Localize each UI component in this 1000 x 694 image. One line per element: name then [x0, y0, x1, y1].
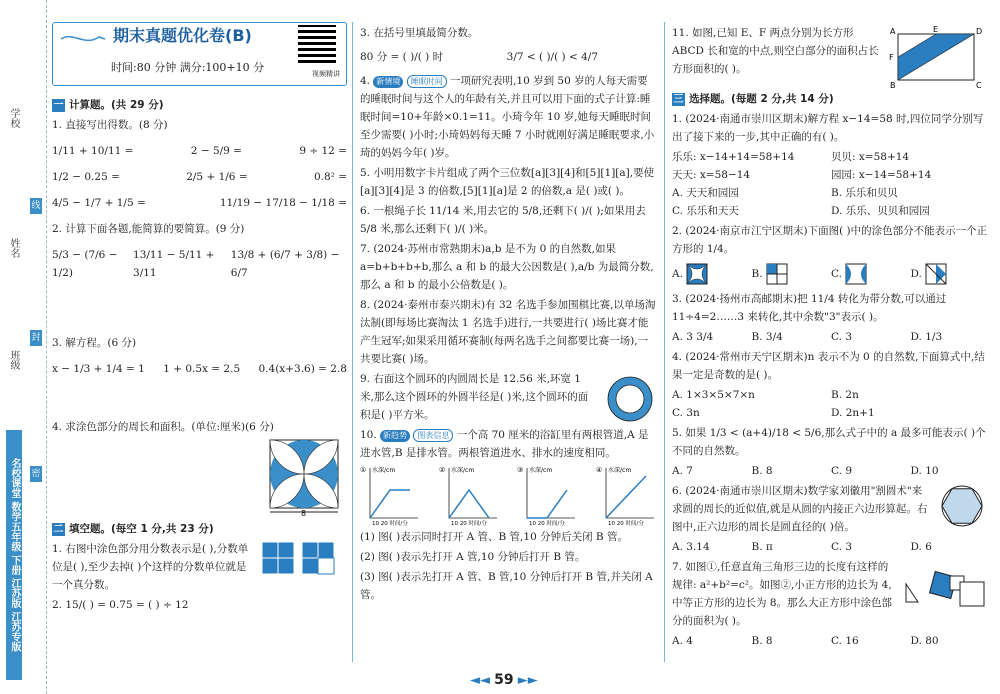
section-label: 选择题。(每题 2 分,共 14 分) [689, 93, 834, 105]
option[interactable]: C. 16 [831, 635, 859, 647]
seal-line-label: 封 [30, 330, 42, 346]
question: 8. (2024·泰州市泰兴期末)有 32 名选手参加围棋比赛,以单场淘汰制(即每场比赛淘汰 1 名选手)进行,一共要进行( )场比赛才能产生冠军;如果采用循环赛制(每两名选手之间都要比赛一场),一共要比赛( )场。 [360, 299, 656, 365]
fill-item: 3/7 < ( )/( ) < 4/7 [506, 51, 598, 63]
option[interactable]: B. π [751, 541, 773, 553]
point-label: F [889, 53, 894, 62]
options [672, 386, 990, 422]
calc-item: x − 1/3 + 1/4 = 1 [52, 363, 145, 375]
class-label: 班级 [8, 350, 19, 370]
question: 4. 求涂色部分的周长和面积。(单位:厘米)(6 分) [52, 421, 274, 433]
ring-figure [605, 374, 655, 424]
water-graphs [360, 464, 658, 526]
rectangle-figure [888, 24, 984, 90]
square-figure-b [766, 263, 788, 285]
section-3-header [672, 90, 990, 108]
option-a[interactable] [672, 263, 752, 285]
choice-line: 贝贝: x=58+14 [831, 151, 910, 163]
option[interactable]: C. 3 [831, 541, 853, 553]
option-letter: D. [910, 268, 922, 280]
question-block [52, 540, 347, 594]
calc-row [52, 168, 347, 186]
squares-figure [902, 562, 988, 618]
options [672, 632, 990, 650]
graph-line [449, 490, 489, 518]
question: 5. 小明用数字卡片组成了两个三位数[a][3][4]和[5][1][a],要使[a][3][4]是 3 的倍数,[5][1][a]是 2 的倍数,a 是( )或( )。 [360, 167, 655, 197]
option[interactable]: B. 8 [751, 465, 773, 477]
water-graph [517, 464, 579, 526]
option[interactable]: B. 8 [751, 635, 773, 647]
choice-line: 园园: x−14=58+14 [831, 169, 932, 181]
question: (2) 图( )表示先打开 A 管,10 分钟后打开 B 管。 [360, 551, 586, 563]
question-text: 一项研究表明,10 岁到 50 岁的人每天需要的睡眠时间与这个人的年龄有关,并且可以用下面的式子计算:睡眠时间=10+年龄×0.1=11。小琦今年 10 岁,她每天睡眠时间至少需要( )小时;小琦妈妈每天睡 7 小时就刚好满足睡眠要求,小琦的妈妈今年( )岁。 [360, 75, 655, 159]
option[interactable]: D. 乐乐、贝贝和园园 [831, 205, 930, 217]
option-letter: A. [672, 268, 683, 280]
water-graph [360, 464, 422, 526]
page-number [470, 672, 538, 688]
question: 1. (2024·南通市崇川区期末)解方程 x−14=58 时,四位同学分别写出了接下来的一步,其中正确的有( )。 [672, 113, 984, 143]
column-1 [52, 22, 347, 616]
choice-line: 乐乐: x−14+14=58+14 [672, 151, 795, 163]
point-label: B [890, 81, 896, 90]
option[interactable]: D. 1/3 [910, 331, 943, 343]
question: 3. (2024·扬州市高邮期末)把 11/4 转化为带分数,可以通过 11÷4=2……3 来转化,其中余数"3"表示( )。 [672, 293, 947, 323]
point-label: E [933, 25, 939, 34]
square-figure-d [925, 263, 947, 285]
figure-container [52, 438, 347, 516]
options [672, 184, 990, 220]
calc-row [52, 142, 347, 160]
question: 4. (2024·常州市天宁区期末)n 表示不为 0 的自然数,下面算式中,结果一定是奇数的是( )。 [672, 351, 985, 381]
graph-id: ③ [517, 466, 524, 474]
options [672, 260, 990, 288]
question: (3) 图( )表示先打开 A 管、B 管,10 分钟后打开 B 管,并关闭 A 管。 [360, 571, 653, 601]
fill-item: 80 分 = ( )/( ) 时 [360, 51, 444, 63]
column-2 [360, 22, 658, 606]
calc-item: 0.8² = [313, 171, 347, 183]
question: 6. (2024·南通市崇川区期末)数学家刘徽用"割圆术"来求圆的周长的近似值,就是从圆的内接正六边形算起。右图中,正六边形的周长是圆直径的( )倍。 [672, 485, 928, 533]
next-arrow-icon: ►► [517, 673, 538, 688]
question-4: 4. 新情境 睡眠时间 一项研究表明,10 岁到 50 岁的人每天需要的睡眠时间与这个人的年龄有关,并且可以用下面的式子计算:睡眠时间=10+年龄×0.1=11。小琦今年 10 岁,她每天睡眠时间至少需要( )小时;小琦妈妈每天睡 7 小时就刚好满足睡眠要求,小琦的妈妈今年( )岁。 [360, 75, 655, 159]
option[interactable]: B. 2n [831, 389, 859, 401]
shaded-circle-figure [268, 438, 348, 516]
graph-line [606, 476, 646, 518]
option-b[interactable] [752, 263, 832, 285]
column-divider [664, 22, 665, 662]
graph-x-label: 10 20 时间/分 [607, 521, 644, 526]
fraction-grid-figure [262, 542, 342, 576]
question: 6. 一根绳子长 11/14 米,用去它的 5/8,还剩下( )/( );如果用去 5/8 米,那么还剩下( )/( )米。 [360, 205, 646, 235]
options [672, 328, 990, 346]
calc-item: 1/11 + 10/11 = [52, 145, 134, 157]
option[interactable]: A. 天天和园园 [672, 187, 739, 199]
section-number: 三 [673, 93, 684, 105]
calc-item: 13/11 − 5/11 + 3/11 [133, 249, 215, 279]
name-label: 姓名 [8, 238, 19, 258]
graph-y-label: 水深/cm [529, 467, 553, 474]
qr-label: 视频精讲 [312, 70, 340, 78]
calc-item: 11/19 − 17/18 − 1/18 = [219, 197, 347, 209]
graph-id: ① [360, 466, 367, 474]
point-label: D [976, 27, 983, 36]
option[interactable]: A. 3.14 [672, 541, 710, 553]
tag-badge: 图表信息 [413, 429, 453, 442]
calc-item: 1/2 − 0.25 = [52, 171, 120, 183]
choice-lines [672, 148, 990, 184]
option[interactable]: A. 1×3×5×7×n [672, 389, 755, 401]
graph-x-label: 10 20 时间/分 [450, 521, 487, 526]
page-title: 期末真题优化卷(B) [113, 26, 252, 45]
calc-item: 2/5 + 1/6 = [186, 171, 248, 183]
secret-line-label: 密 [30, 466, 42, 482]
page-number-value: 59 [494, 672, 514, 688]
calc-item: 1 + 0.5x = 2.5 [163, 363, 241, 375]
graph-line [527, 490, 567, 518]
question-block [672, 482, 990, 536]
option-letter: C. [831, 268, 842, 280]
school-label: 学校 [8, 108, 19, 128]
section-2-header [52, 520, 347, 538]
section-1-header [52, 96, 347, 114]
option[interactable]: D. 2n+1 [831, 407, 875, 419]
graph-x-label: 10 20 时间/分 [529, 521, 566, 526]
option[interactable]: D. 80 [910, 635, 939, 647]
question: 3. 解方程。(6 分) [52, 337, 137, 349]
column-divider [352, 22, 353, 662]
graph-y-label: 水深/cm [372, 467, 396, 474]
calc-row [52, 194, 347, 212]
option-d[interactable] [911, 263, 991, 285]
option[interactable]: A. 4 [672, 635, 693, 647]
graph-axis [370, 468, 418, 518]
question-block [672, 558, 990, 630]
water-graph [439, 464, 501, 526]
water-graph [596, 464, 658, 526]
tag-badge: 新情境 [373, 76, 403, 88]
question: 9. 右面这个圆环的内圆周长是 12.56 米,环宽 1 米,那么这个圆环的外圆半径是( )米,这个圆环的面积是( )平方米。 [360, 373, 589, 421]
option[interactable]: D. 10 [910, 465, 939, 477]
option[interactable]: A. 7 [672, 465, 693, 477]
calc-item: 0.4(x+3.6) = 2.8 [258, 363, 347, 375]
option[interactable]: B. 3/4 [751, 331, 783, 343]
title-box [52, 22, 347, 86]
option[interactable]: C. 3 [831, 331, 853, 343]
calc-row [52, 360, 347, 378]
question-10: 10. 新趋势 图表信息 一个高 70 厘米的浴缸里有两根管道,A 是进水管,B 是排水管。两根管道进水、排水的速度相同。 [360, 429, 649, 459]
dimension-label: 8 [301, 509, 307, 516]
tag-badge: 新趋势 [380, 430, 410, 442]
binding-strip [0, 0, 47, 694]
question-block [672, 24, 990, 90]
section-number: 二 [53, 523, 64, 535]
cut-line-label: 线 [30, 198, 42, 214]
graph-line [370, 490, 410, 518]
section-label: 计算题。(共 29 分) [69, 99, 164, 111]
calc-item: 13/8 + (6/7 + 3/8) − 6/7 [230, 249, 340, 279]
question: 1. 直接写出得数。(8 分) [52, 119, 168, 131]
graph-y-label: 水深/cm [607, 467, 632, 474]
question: 3. 在括号里填最简分数。 [360, 27, 479, 39]
option-letter: B. [751, 268, 763, 280]
decorative-arrow-icon [59, 29, 109, 49]
question: (1) 图( )表示同时打开 A 管、B 管,10 分钟后关闭 B 管。 [360, 531, 628, 543]
option[interactable]: C. 9 [831, 465, 853, 477]
graph-x-label: 10 20 时间/分 [372, 521, 408, 526]
prev-arrow-icon: ◄◄ [470, 673, 490, 688]
graph-axis [449, 468, 497, 518]
square-figure-a [686, 263, 708, 285]
option[interactable]: B. 乐乐和贝贝 [831, 187, 898, 199]
question-block [360, 370, 658, 424]
question: 11. 如图,已知 E、F 两点分别为长方形 ABCD 长和宽的中点,则空白部分的面积占长方形面积的( )。 [672, 27, 879, 75]
calc-item: 4/5 − 1/7 + 1/5 = [52, 197, 146, 209]
graph-y-label: 水深/cm [450, 467, 474, 474]
square-figure-c [845, 263, 867, 285]
question: 2. (2024·南京市江宁区期末)下面图( )中的涂色部分不能表示一个正方形的 1/4。 [672, 225, 988, 255]
column-3 [672, 22, 990, 650]
calc-item: 2 − 5/9 = [190, 145, 242, 157]
choice-line: 天天: x=58−14 [672, 169, 751, 181]
brand-banner: 名校课堂 数学五年级 下册 江苏版 江苏专版 [6, 430, 22, 680]
point-label: A [890, 27, 896, 36]
fill-row [360, 48, 658, 66]
question: 7. (2024·苏州市常熟期末)a,b 是不为 0 的自然数,如果 a=b+b+b+b,那么 a 和 b 的最大公因数是( ),a/b 为最简分数,那么 a 和 b 的最小公倍数是( )。 [360, 243, 654, 291]
graph-id: ② [438, 466, 445, 474]
graph-axis [527, 468, 575, 518]
option-c[interactable] [831, 263, 911, 285]
option[interactable]: D. 6 [910, 541, 932, 553]
question: 2. 计算下面各题,能简算的要简算。(9 分) [52, 223, 245, 235]
question: 5. 如果 1/3 < (a+4)/18 < 5/6,那么式子中的 a 最多可能表示( )个不同的自然数。 [672, 427, 986, 457]
calc-item: 5/3 − (7/6 − 1/2) [52, 249, 118, 279]
question-text: 一个高 70 厘米的浴缸里有两根管道,A 是进水管,B 是排水管。两根管道进水、排水的速度相同。 [360, 429, 649, 459]
section-number: 一 [53, 99, 64, 111]
option[interactable]: C. 3n [672, 407, 700, 419]
question: 1. 右图中涂色部分用分数表示是( ),分数单位是( ),至少去掉( )个这样的分数单位就是一个真分数。 [52, 543, 249, 591]
option[interactable]: C. 乐乐和天天 [672, 205, 739, 217]
question: 2. 15/( ) = 0.75 = ( ) ÷ 12 [52, 599, 189, 611]
calc-item: 9 ÷ 12 = [299, 145, 347, 157]
graph-id: ④ [595, 466, 603, 474]
question: 7. 如图①,任意直角三角形三边的长度有这样的规律: a²+b²=c²。如图②,小正方形的边长为 4,中等正方形的边长为 8。那么大正方形中涂色部分的面积为( )。 [672, 561, 893, 627]
exam-info: 时间:80 分钟 满分:100+10 分 [111, 61, 265, 74]
hexagon-circle-figure [940, 484, 984, 528]
tag-badge: 睡眠时间 [407, 75, 447, 88]
calc-row [52, 246, 347, 282]
section-label: 填空题。(每空 1 分,共 23 分) [69, 523, 214, 535]
options [672, 462, 990, 480]
option[interactable]: A. 3 3/4 [672, 331, 714, 343]
options [672, 538, 990, 556]
point-label: C [976, 81, 982, 90]
qr-code-icon[interactable] [298, 25, 336, 63]
